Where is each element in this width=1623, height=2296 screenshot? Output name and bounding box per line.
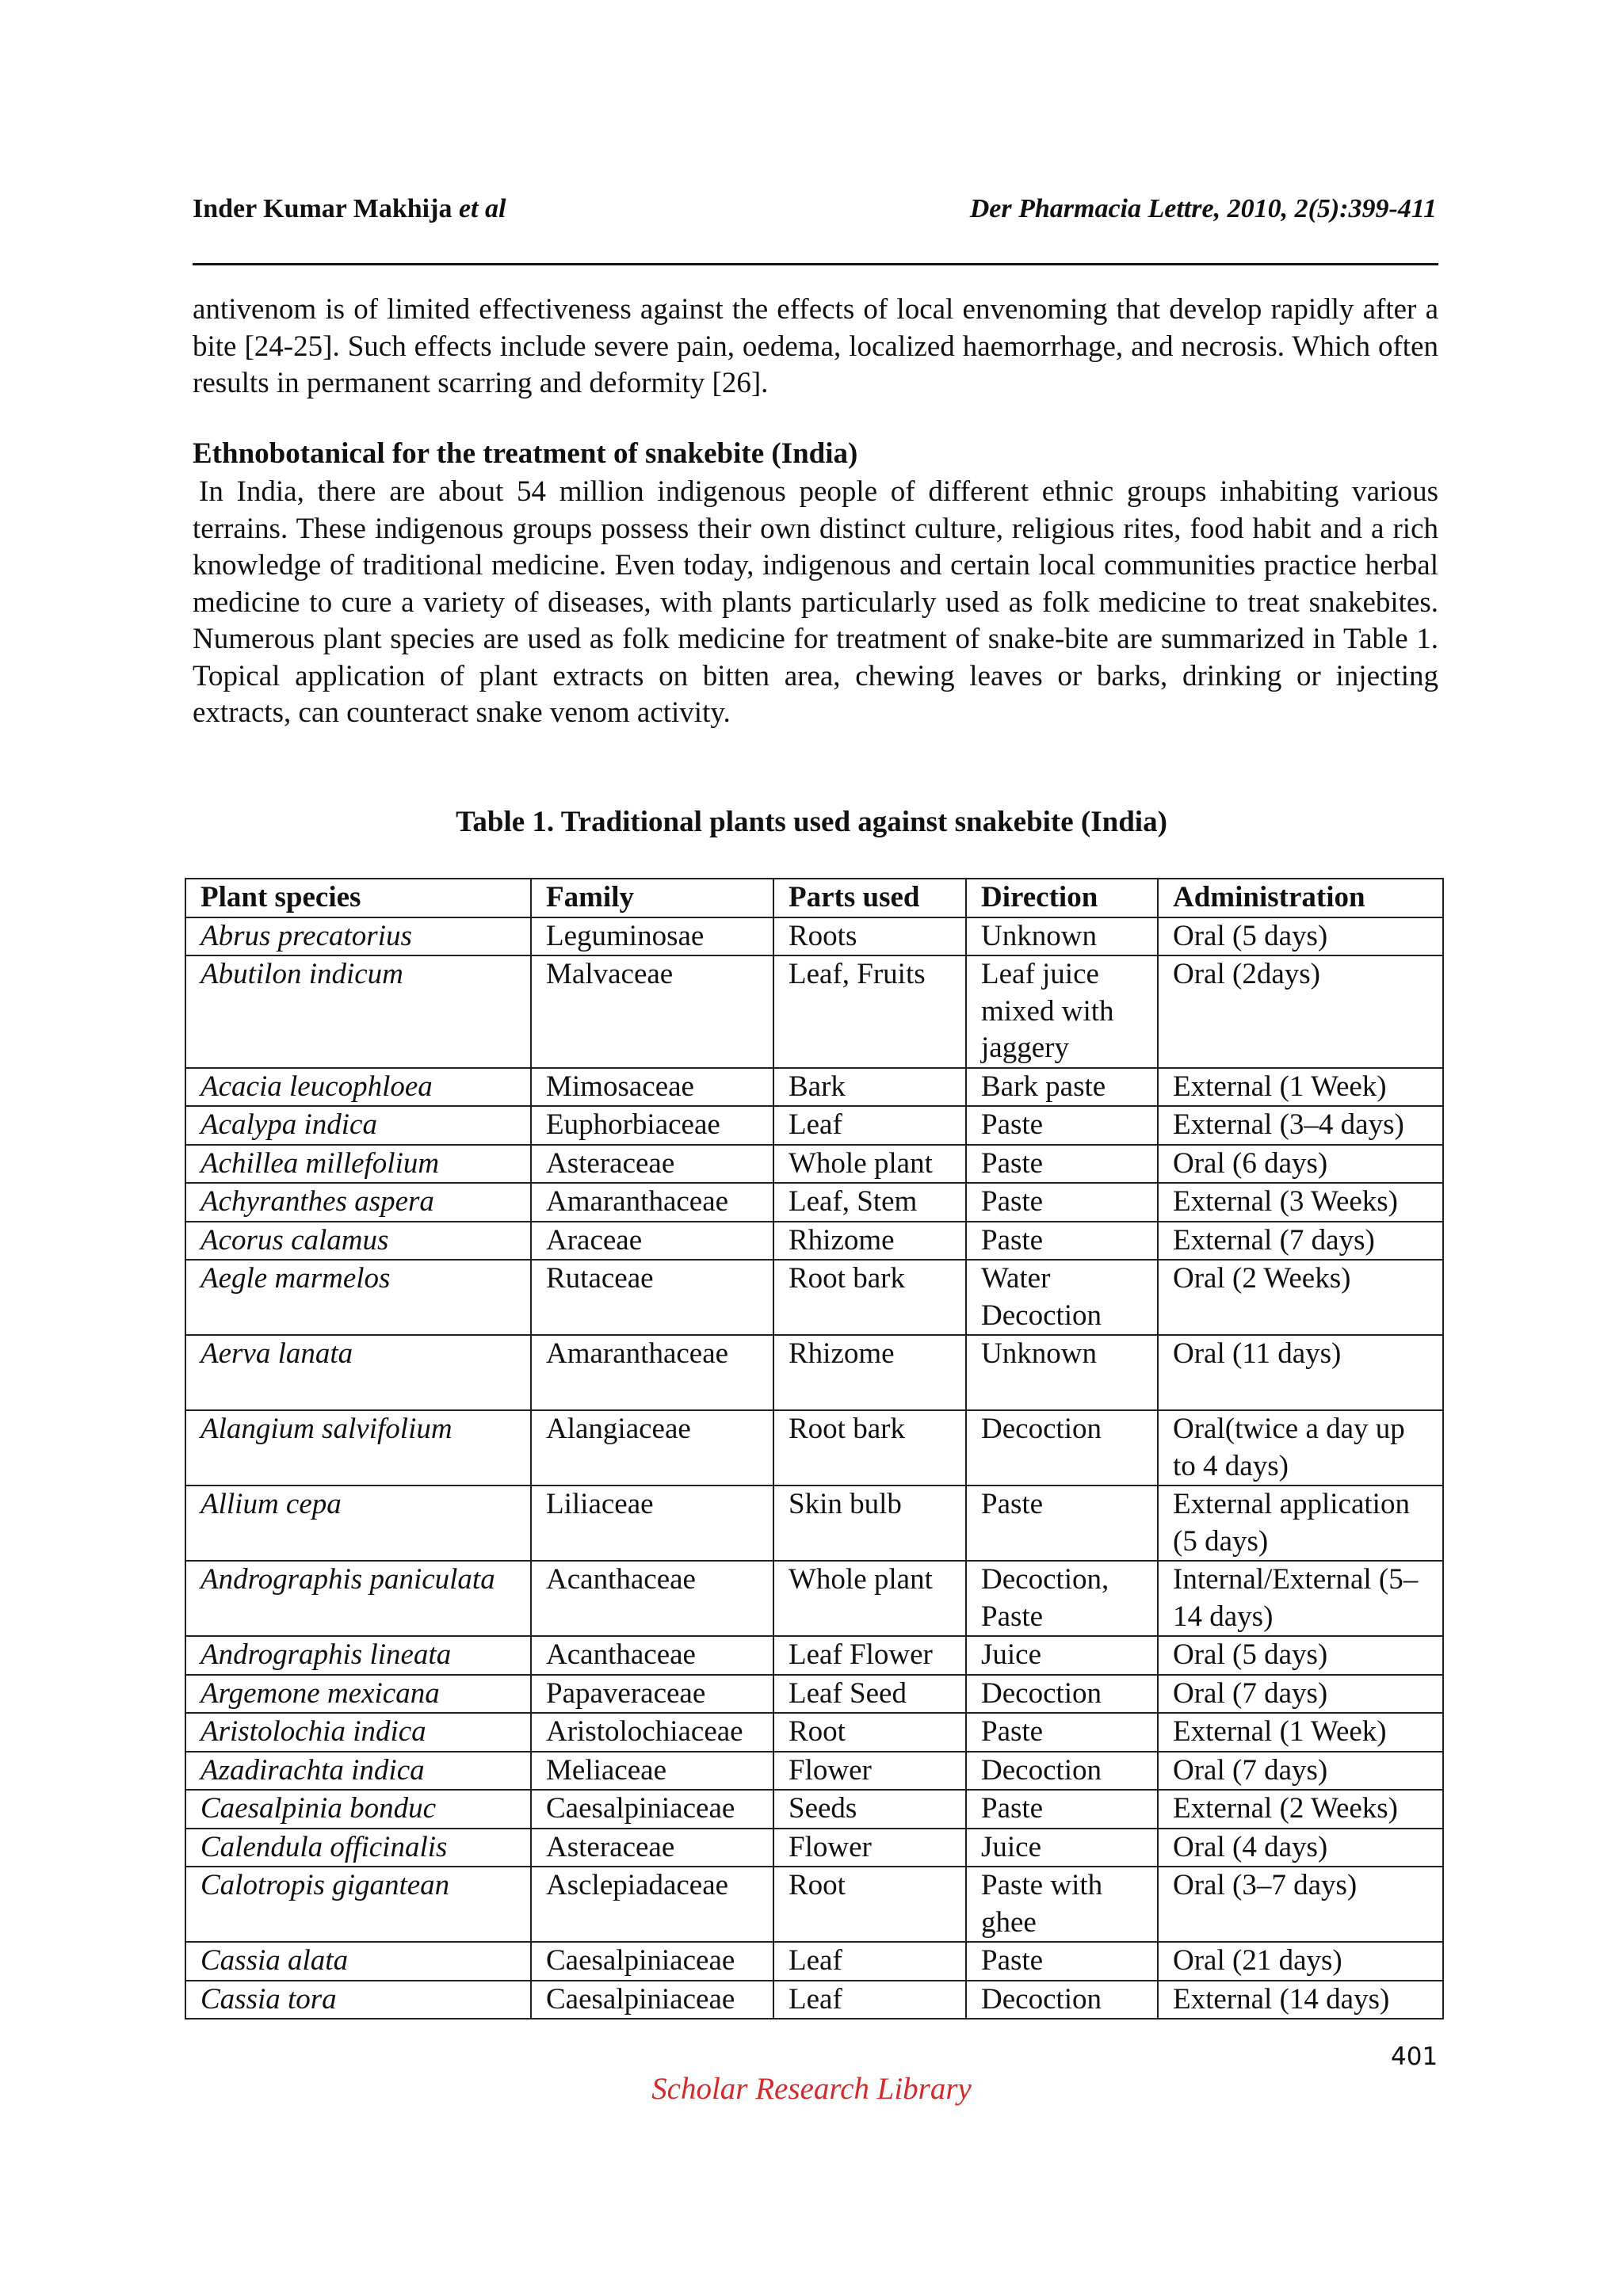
cell-administration: External (7 days) xyxy=(1158,1222,1443,1261)
cell-administration: External (1 Week) xyxy=(1158,1713,1443,1752)
cell-parts-used: Rhizome xyxy=(773,1222,966,1261)
cell-plant-species: Cassia alata xyxy=(185,1942,531,1981)
cell-direction: Decoction, Paste xyxy=(966,1561,1158,1636)
cell-parts-used: Seeds xyxy=(773,1790,966,1829)
cell-family: Euphorbiaceae xyxy=(531,1106,773,1145)
cell-administration: External application (5 days) xyxy=(1158,1486,1443,1561)
cell-direction: Paste xyxy=(966,1222,1158,1261)
cell-family: Alangiaceae xyxy=(531,1410,773,1486)
footer-publisher: Scholar Research Library xyxy=(651,2072,972,2106)
cell-parts-used: Leaf xyxy=(773,1106,966,1145)
table-row xyxy=(185,1942,1443,1981)
table-row xyxy=(185,1106,1443,1145)
cell-family: Asclepiadaceae xyxy=(531,1867,773,1942)
cell-plant-species: Caesalpinia bonduc xyxy=(185,1790,531,1829)
page-number: 401 xyxy=(1391,2042,1438,2071)
cell-administration: Oral (3–7 days) xyxy=(1158,1867,1443,1942)
cell-parts-used: Leaf xyxy=(773,1981,966,2019)
table-row xyxy=(185,1713,1443,1752)
cell-plant-species: Argemone mexicana xyxy=(185,1675,531,1714)
cell-direction: Juice xyxy=(966,1636,1158,1675)
cell-family: Caesalpiniaceae xyxy=(531,1790,773,1829)
cell-administration: External (3–4 days) xyxy=(1158,1106,1443,1145)
cell-administration: Oral (11 days) xyxy=(1158,1335,1443,1410)
cell-parts-used: Roots xyxy=(773,917,966,956)
column-header: Parts used xyxy=(773,879,966,917)
cell-direction: Bark paste xyxy=(966,1068,1158,1107)
cell-direction: Paste xyxy=(966,1942,1158,1981)
cell-plant-species: Acorus calamus xyxy=(185,1222,531,1261)
cell-administration: External (3 Weeks) xyxy=(1158,1183,1443,1222)
header-author: Inder Kumar Makhija xyxy=(193,194,453,223)
cell-parts-used: Leaf, Stem xyxy=(773,1183,966,1222)
cell-administration: Oral (7 days) xyxy=(1158,1675,1443,1714)
cell-administration: Oral(twice a day up to 4 days) xyxy=(1158,1410,1443,1486)
cell-direction: Paste xyxy=(966,1183,1158,1222)
cell-parts-used: Flower xyxy=(773,1752,966,1791)
cell-plant-species: Aerva lanata xyxy=(185,1335,531,1410)
cell-family: Amaranthaceae xyxy=(531,1183,773,1222)
cell-direction: Leaf juice mixed with jaggery xyxy=(966,955,1158,1068)
cell-plant-species: Achillea millefolium xyxy=(185,1145,531,1184)
cell-plant-species: Alangium salvifolium xyxy=(185,1410,531,1486)
cell-family: Araceae xyxy=(531,1222,773,1261)
cell-administration: Oral (4 days) xyxy=(1158,1829,1443,1867)
cell-direction: Water Decoction xyxy=(966,1260,1158,1335)
cell-parts-used: Leaf xyxy=(773,1942,966,1981)
table-row xyxy=(185,1183,1443,1222)
cell-parts-used: Flower xyxy=(773,1829,966,1867)
cell-parts-used: Root xyxy=(773,1867,966,1942)
cell-direction: Paste xyxy=(966,1486,1158,1561)
cell-parts-used: Rhizome xyxy=(773,1335,966,1410)
cell-family: Acanthaceae xyxy=(531,1636,773,1675)
table-row xyxy=(185,1145,1443,1184)
cell-plant-species: Aristolochia indica xyxy=(185,1713,531,1752)
plants-table xyxy=(185,878,1444,2019)
cell-family: Asteraceae xyxy=(531,1829,773,1867)
cell-direction: Paste xyxy=(966,1713,1158,1752)
cell-direction: Decoction xyxy=(966,1410,1158,1486)
cell-administration: External (1 Week) xyxy=(1158,1068,1443,1107)
cell-plant-species: Abrus precatorius xyxy=(185,917,531,956)
cell-administration: Oral (2days) xyxy=(1158,955,1443,1068)
cell-family: Meliaceae xyxy=(531,1752,773,1791)
cell-plant-species: Allium cepa xyxy=(185,1486,531,1561)
cell-parts-used: Leaf Flower xyxy=(773,1636,966,1675)
cell-direction: Juice xyxy=(966,1829,1158,1867)
header-author-block xyxy=(193,194,506,224)
cell-direction: Paste with ghee xyxy=(966,1867,1158,1942)
cell-parts-used: Root bark xyxy=(773,1410,966,1486)
cell-plant-species: Achyranthes aspera xyxy=(185,1183,531,1222)
cell-plant-species: Acacia leucophloea xyxy=(185,1068,531,1107)
cell-direction: Paste xyxy=(966,1790,1158,1829)
table-row xyxy=(185,1068,1443,1107)
cell-parts-used: Root bark xyxy=(773,1260,966,1335)
cell-family: Malvaceae xyxy=(531,955,773,1068)
cell-plant-species: Calendula officinalis xyxy=(185,1829,531,1867)
table-row xyxy=(185,1790,1443,1829)
column-header: Administration xyxy=(1158,879,1443,917)
paragraph-1: antivenom is of limited effectiveness against the effects of local envenoming that develop rapidly after a bite [24-25]. Such effects include severe pain, oedema, localized haemorrhage, and necrosis. Which often results in permanent scarring and deformity [26]. xyxy=(193,293,1438,399)
table-row xyxy=(185,955,1443,1068)
cell-administration: Oral (21 days) xyxy=(1158,1942,1443,1981)
running-header xyxy=(193,194,1437,224)
cell-plant-species: Andrographis lineata xyxy=(185,1636,531,1675)
table-row xyxy=(185,1222,1443,1261)
cell-administration: Oral (6 days) xyxy=(1158,1145,1443,1184)
cell-direction: Decoction xyxy=(966,1752,1158,1791)
cell-parts-used: Whole plant xyxy=(773,1561,966,1636)
cell-parts-used: Skin bulb xyxy=(773,1486,966,1561)
header-author-suffix: et al xyxy=(458,194,506,223)
header-journal: Der Pharmacia Lettre, 2010, 2(5):399-411 xyxy=(969,194,1437,223)
table-row xyxy=(185,1675,1443,1714)
cell-direction: Decoction xyxy=(966,1675,1158,1714)
table-row xyxy=(185,1636,1443,1675)
cell-plant-species: Abutilon indicum xyxy=(185,955,531,1068)
cell-family: Amaranthaceae xyxy=(531,1335,773,1410)
paragraph-2: In India, there are about 54 million indigenous people of different ethnic groups inhabiting various terrains. These indigenous groups possess their own distinct culture, religious rites, food habit and a rich knowledge of traditional medicine. Even today, indigenous and certain local communities practice herbal medicine to cure a variety of diseases, with plants particularly used as folk medicine to treat snakebites. Numerous plant species are used as folk medicine for treatment of snake-bite are summarized in Table 1. Topical application of plant extracts on bitten area, chewing leaves or barks, drinking or injecting extracts, can counteract snake venom activity. xyxy=(193,475,1438,729)
cell-administration: Oral (2 Weeks) xyxy=(1158,1260,1443,1335)
cell-direction: Paste xyxy=(966,1145,1158,1184)
cell-family: Caesalpiniaceae xyxy=(531,1981,773,2019)
table-row xyxy=(185,1335,1443,1410)
column-header: Family xyxy=(531,879,773,917)
table-body xyxy=(185,917,1443,2019)
cell-family: Rutaceae xyxy=(531,1260,773,1335)
cell-family: Papaveraceae xyxy=(531,1675,773,1714)
cell-family: Acanthaceae xyxy=(531,1561,773,1636)
cell-family: Leguminosae xyxy=(531,917,773,956)
column-header: Plant species xyxy=(185,879,531,917)
section-heading: Ethnobotanical for the treatment of snakebite (India) xyxy=(193,437,858,470)
cell-administration: Oral (7 days) xyxy=(1158,1752,1443,1791)
cell-family: Caesalpiniaceae xyxy=(531,1942,773,1981)
cell-parts-used: Leaf, Fruits xyxy=(773,955,966,1068)
cell-direction: Unknown xyxy=(966,1335,1158,1410)
cell-parts-used: Root xyxy=(773,1713,966,1752)
cell-administration: Oral (5 days) xyxy=(1158,1636,1443,1675)
table-row xyxy=(185,1486,1443,1561)
table-row xyxy=(185,1867,1443,1942)
cell-plant-species: Cassia tora xyxy=(185,1981,531,2019)
table-caption: Table 1. Traditional plants used against snakebite (India) xyxy=(456,806,1167,838)
table-row xyxy=(185,1561,1443,1636)
cell-direction: Paste xyxy=(966,1106,1158,1145)
cell-plant-species: Azadirachta indica xyxy=(185,1752,531,1791)
cell-family: Aristolochiaceae xyxy=(531,1713,773,1752)
cell-family: Mimosaceae xyxy=(531,1068,773,1107)
table-row xyxy=(185,1981,1443,2019)
table-header-row xyxy=(185,879,1443,917)
table-row xyxy=(185,1410,1443,1486)
table-row xyxy=(185,1752,1443,1791)
cell-plant-species: Calotropis gigantean xyxy=(185,1867,531,1942)
cell-family: Liliaceae xyxy=(531,1486,773,1561)
table-row xyxy=(185,1829,1443,1867)
table-row xyxy=(185,917,1443,956)
cell-family: Asteraceae xyxy=(531,1145,773,1184)
cell-parts-used: Bark xyxy=(773,1068,966,1107)
cell-direction: Unknown xyxy=(966,917,1158,956)
cell-plant-species: Aegle marmelos xyxy=(185,1260,531,1335)
cell-direction: Decoction xyxy=(966,1981,1158,2019)
cell-administration: Internal/External (5–14 days) xyxy=(1158,1561,1443,1636)
cell-plant-species: Acalypa indica xyxy=(185,1106,531,1145)
cell-plant-species: Andrographis paniculata xyxy=(185,1561,531,1636)
cell-administration: Oral (5 days) xyxy=(1158,917,1443,956)
cell-administration: External (14 days) xyxy=(1158,1981,1443,2019)
cell-parts-used: Leaf Seed xyxy=(773,1675,966,1714)
cell-administration: External (2 Weeks) xyxy=(1158,1790,1443,1829)
column-header: Direction xyxy=(966,879,1158,917)
table-row xyxy=(185,1260,1443,1335)
header-rule xyxy=(193,263,1438,265)
cell-parts-used: Whole plant xyxy=(773,1145,966,1184)
